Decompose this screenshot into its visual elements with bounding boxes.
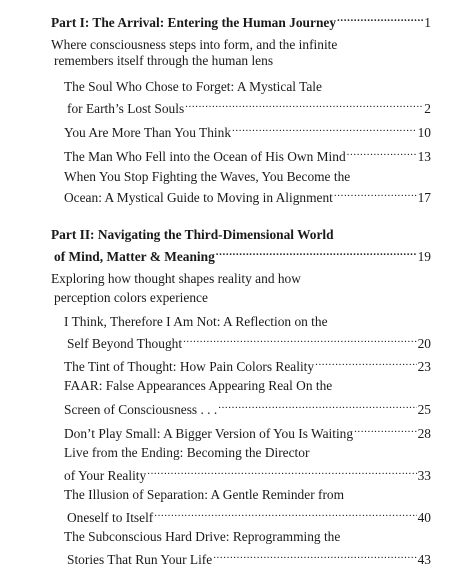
toc-entry-page-number: 43: [417, 552, 431, 567]
toc-entry-line-2: of Your Reality: [64, 468, 147, 483]
dot-leader: [213, 548, 416, 564]
dot-leader: [147, 464, 416, 480]
toc-entry[interactable]: [64, 186, 431, 206]
dot-leader: [154, 506, 416, 522]
dot-leader: [334, 186, 417, 202]
toc-entry-page-number: 40: [417, 510, 431, 525]
toc-entry[interactable]: [64, 145, 431, 165]
toc-entry-page-number: 13: [417, 149, 431, 164]
part-1-intro-line-1: Where consciousness steps into form, and the infinite: [51, 37, 338, 52]
part-2-intro-line-2: perception colors experience: [54, 290, 208, 305]
toc-entry-page-number: 33: [417, 468, 431, 483]
toc-entry[interactable]: [67, 332, 431, 352]
dot-leader: [337, 11, 423, 27]
toc-entry-title: Don’t Play Small: A Bigger Version of You Is Waiting: [64, 426, 354, 441]
dot-leader: [354, 422, 417, 438]
toc-entry-line-1[interactable]: The Soul Who Chose to Forget: A Mystical Tale: [64, 79, 322, 94]
toc-entry[interactable]: [64, 422, 431, 442]
toc-entry-line-2: Stories That Run Your Life: [67, 552, 213, 567]
toc-entry-line-2: for Earth’s Lost Souls: [67, 101, 185, 116]
part-2-title-line-2: of Mind, Matter & Meaning: [54, 249, 215, 264]
toc-entry-line-2: Oneself to Itself: [67, 510, 154, 525]
toc-entry-line-1[interactable]: The Subconscious Hard Drive: Reprogramming the: [64, 529, 341, 544]
dot-leader: [183, 332, 417, 348]
toc-entry-line-2: Screen of Consciousness . . .: [64, 402, 218, 417]
part-2-heading[interactable]: [54, 245, 431, 265]
toc-entry-page-number: 25: [417, 402, 431, 417]
part-1-page-number: 1: [424, 15, 431, 30]
toc-entry-line-1[interactable]: When You Stop Fighting the Waves, You Become the: [64, 169, 351, 184]
toc-entry-line-2: Self Beyond Thought: [67, 336, 183, 351]
toc-entry-page-number: 20: [417, 336, 431, 351]
toc-entry[interactable]: [67, 97, 431, 117]
toc-entry[interactable]: [64, 355, 431, 375]
toc-entry-line-1[interactable]: FAAR: False Appearances Appearing Real On the: [64, 378, 333, 393]
dot-leader: [232, 121, 417, 137]
toc-entry-line-1[interactable]: Live from the Ending: Becoming the Director: [64, 445, 310, 460]
toc-entry-title: You Are More Than You Think: [64, 125, 232, 140]
part-2-page-number: 19: [417, 249, 431, 264]
toc-entry[interactable]: [64, 121, 431, 141]
toc-entry-title: The Man Who Fell into the Ocean of His Own Mind: [64, 149, 346, 164]
dot-leader: [347, 145, 417, 161]
toc-entry-page-number: 23: [417, 359, 431, 374]
toc-entry-page-number: 2: [424, 101, 431, 116]
toc-entry-page-number: 17: [417, 190, 431, 205]
dot-leader: [315, 355, 417, 371]
toc-entry-line-1[interactable]: I Think, Therefore I Am Not: A Reflection on the: [64, 314, 328, 329]
dot-leader: [216, 245, 417, 261]
toc-entry[interactable]: [64, 464, 431, 484]
dot-leader: [185, 97, 423, 113]
toc-entry-line-2: Ocean: A Mystical Guide to Moving in Alignment: [64, 190, 333, 205]
part-2-title-line-1[interactable]: Part II: Navigating the Third-Dimensional World: [51, 227, 334, 242]
toc-entry-title: The Tint of Thought: How Pain Colors Reality: [64, 359, 315, 374]
part-1-heading[interactable]: [51, 11, 431, 31]
part-2-intro-line-1: Exploring how thought shapes reality and how: [51, 271, 301, 286]
toc-entry[interactable]: [67, 506, 431, 526]
part-1-intro-line-2: remembers itself through the human lens: [54, 53, 274, 68]
part-1-title: Part I: The Arrival: Entering the Human Journey: [51, 15, 337, 30]
dot-leader: [218, 398, 416, 414]
toc-entry[interactable]: [64, 398, 431, 418]
toc-entry-line-1[interactable]: The Illusion of Separation: A Gentle Reminder from: [64, 487, 345, 502]
toc-entry-page-number: 28: [417, 426, 431, 441]
toc-entry-page-number: 10: [417, 125, 431, 140]
toc-entry[interactable]: [67, 548, 431, 568]
